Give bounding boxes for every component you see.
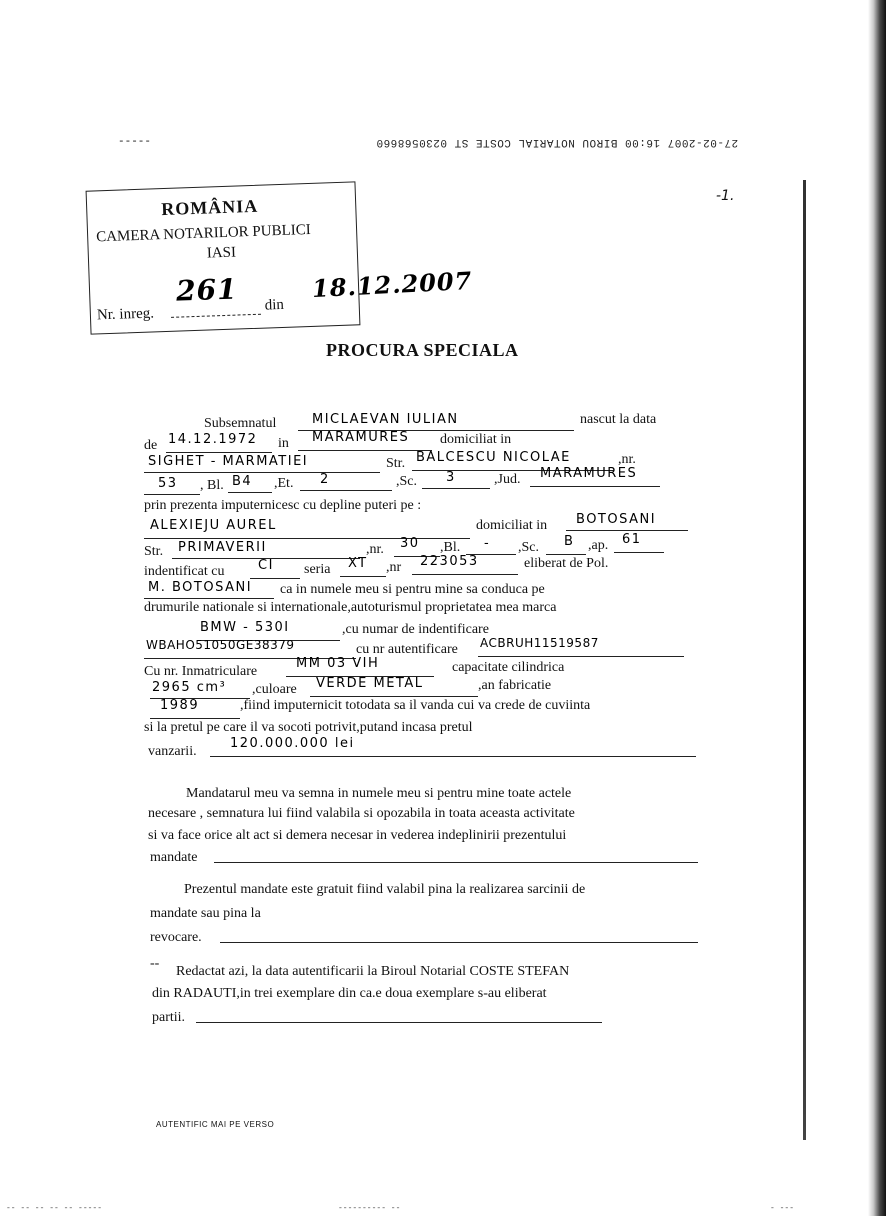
- id-nr-underline: [412, 574, 518, 575]
- stamp-din-label: din: [264, 296, 285, 314]
- id-seria: XT: [348, 556, 368, 571]
- domiciliat-label: domiciliat in: [440, 432, 512, 447]
- culoare-label: ,culoare: [252, 682, 297, 697]
- stamp-nr-label: Nr. inreg.: [96, 305, 155, 324]
- mandatary-nr: 30: [400, 536, 420, 551]
- price-underline: [210, 756, 696, 757]
- sc-underline: [422, 488, 490, 489]
- auth-underline: [478, 656, 684, 657]
- subsemnatul-label: Subsemnatul: [204, 416, 277, 431]
- nr-label: ,nr.: [618, 452, 636, 467]
- document-title: PROCURA SPECIALA: [326, 340, 519, 360]
- mandatary-bl: -: [484, 536, 491, 551]
- para4-dash: --: [150, 956, 160, 971]
- mandatary-sc: B: [564, 534, 575, 549]
- mandatary-street: PRIMAVERII: [178, 540, 267, 555]
- mandatary-city: BOTOSANI: [576, 512, 657, 527]
- footer-stamp-text: AUTENTIFIC MAI PE VERSO: [156, 1120, 275, 1129]
- vanda-text: ,fiind imputernicit totodata sa il vanda cui va crede de cuviinta: [240, 698, 591, 713]
- de-label: de: [144, 438, 158, 453]
- para2-line3: si va face orice alt act si demera necesar in vederea indeplinirii prezentului: [148, 828, 567, 843]
- domicile-sc: 3: [446, 470, 456, 485]
- mandatary-sc-label: ,Sc.: [518, 540, 539, 555]
- stamp-nr-value: 261: [175, 272, 239, 308]
- domicile-bl: B4: [232, 474, 253, 489]
- engine-capacity: 2965 cm³: [152, 680, 227, 695]
- id-nr-label: ,nr: [386, 560, 402, 575]
- para3-line2: mandate sau pina la: [150, 906, 261, 921]
- mandatary-underline: [144, 538, 470, 539]
- id-nr: 223053: [420, 554, 479, 569]
- para4-underline: [196, 1022, 602, 1023]
- mandatary-ap-underline: [614, 552, 664, 553]
- birthplace-underline: [298, 450, 432, 451]
- mandatary-city-underline: [566, 530, 688, 531]
- domicile-nr: 53: [158, 476, 178, 491]
- fax-header: 27-02-2007 16:00 BIROU NOTARIAL COSTE ST 0230568660: [376, 136, 739, 148]
- nr-underline: [144, 494, 200, 495]
- id-doc-type: CI: [258, 558, 274, 573]
- an-fabricatie-label: ,an fabricatie: [478, 678, 552, 693]
- et-label: ,Et.: [274, 476, 294, 491]
- bl-label: , Bl.: [200, 478, 224, 493]
- mandatary-str-label: Str.: [144, 544, 164, 559]
- issuing-police: M. BOTOSANI: [148, 580, 253, 595]
- inmatriculare-label: Cu nr. Inmatriculare: [144, 664, 258, 679]
- bottom-dots-left: -- -- -- -- -- -----: [6, 1204, 103, 1213]
- nascut-label: nascut la data: [580, 412, 657, 427]
- numar-identificare-label: ,cu numar de indentificare: [342, 622, 489, 637]
- jud-underline: [530, 486, 660, 487]
- city-underline: [144, 472, 380, 473]
- et-underline: [300, 490, 392, 491]
- mandatary-ap-label: ,ap.: [588, 538, 609, 553]
- para3-line1: Prezentul mandate este gratuit fiind valabil pina la realizarea sarcinii de: [184, 882, 586, 897]
- color-underline: [310, 696, 478, 697]
- bottom-dots-mid: ---------- --: [338, 1204, 401, 1213]
- domicile-et: 2: [320, 472, 330, 487]
- jud-label: ,Jud.: [494, 472, 521, 487]
- para4-line3: partii.: [152, 1010, 186, 1025]
- para4-line2: din RADAUTI,in trei exemplare din ca.e doua exemplare s-au eliberat: [152, 986, 547, 1001]
- mandatary-name: ALEXIEJU AUREL: [150, 518, 277, 533]
- para3-line3: revocare.: [150, 930, 202, 945]
- conduce-text: ca in numele meu si pentru mine sa conduca pe: [280, 582, 545, 597]
- para4-line1: Redactat azi, la data autentificarii la Biroul Notarial COSTE STEFAN: [176, 964, 570, 979]
- year-underline: [150, 718, 240, 719]
- para3-underline: [220, 942, 698, 943]
- stamp-date-value: 18.12.2007: [311, 265, 473, 304]
- para2-line1: Mandatarul meu va semna in numele meu si pentru mine toate actele: [186, 786, 572, 801]
- domicile-street: BALCESCU NICOLAE: [416, 450, 571, 465]
- identificat-label: indentificat cu: [144, 564, 225, 579]
- stamp-country: ROMÂNIA: [160, 195, 259, 220]
- domicile-jud: MARAMURES: [540, 466, 638, 481]
- stamp-chamber: CAMERA NOTARILOR PUBLICI: [95, 221, 312, 246]
- vin-number: WBAHO51050GE38379: [146, 638, 295, 652]
- para2-underline: [214, 862, 698, 863]
- manufacture-year: 1989: [160, 698, 200, 713]
- mandate-intro: prin prezenta imputernicesc cu depline puteri pe :: [144, 498, 422, 513]
- top-left-dash: -----: [118, 136, 152, 148]
- notary-stamp: [86, 181, 361, 334]
- seria-underline: [340, 576, 386, 577]
- mandator-name: MICLAEVAN IULIAN: [312, 412, 459, 427]
- car-make: BMW - 530I: [200, 620, 290, 635]
- stamp-city: IASI: [206, 244, 237, 262]
- in-label: in: [278, 436, 289, 451]
- domicile-city: SIGHET - MARMATIEI: [148, 454, 309, 469]
- bl-underline: [228, 492, 272, 493]
- drumurile-text: drumurile nationale si internationale,autoturismul proprietatea mea marca: [144, 600, 557, 615]
- vanzarii-label: vanzarii.: [148, 744, 197, 759]
- scan-fold-line: [803, 180, 806, 1140]
- eliberat-label: eliberat de Pol.: [524, 556, 609, 571]
- mandatary-domiciliat-label: domiciliat in: [476, 518, 548, 533]
- mandatary-bl-label: ,Bl.: [440, 540, 461, 555]
- auth-number: ACBRUH11519587: [480, 636, 599, 650]
- birth-date: 14.12.1972: [168, 432, 258, 447]
- seria-label: seria: [304, 562, 331, 577]
- car-color: VERDE METAL: [316, 676, 424, 691]
- para2-line2: necesare , semnatura lui fiind valabila si opozabila in toata aceasta activitate: [148, 806, 575, 821]
- mandatary-nr-label: ,nr.: [366, 542, 384, 557]
- scan-edge-shadow: [868, 0, 886, 1216]
- mandatary-ap: 61: [622, 532, 642, 547]
- birthdate-underline: [166, 452, 272, 453]
- page-mark: -1.: [716, 188, 735, 204]
- mandatary-sc-underline: [546, 554, 586, 555]
- para2-line4: mandate: [150, 850, 198, 865]
- pretul-text: si la pretul pe care il va socoti potrivit,putand incasa pretul: [144, 720, 473, 735]
- autentificare-label: cu nr autentificare: [356, 642, 458, 657]
- police-underline: [144, 598, 274, 599]
- birth-place: MARAMURES: [312, 430, 410, 445]
- stamp-nr-line: [171, 314, 261, 318]
- sale-price: 120.000.000 lei: [230, 736, 355, 751]
- capacitate-label: capacitate cilindrica: [452, 660, 565, 675]
- bottom-dots-right: - ---: [770, 1204, 795, 1213]
- doc-underline: [250, 578, 300, 579]
- plate-number: MM 03 VIH: [296, 656, 380, 671]
- str-label: Str.: [386, 456, 406, 471]
- sc-label: ,Sc.: [396, 474, 417, 489]
